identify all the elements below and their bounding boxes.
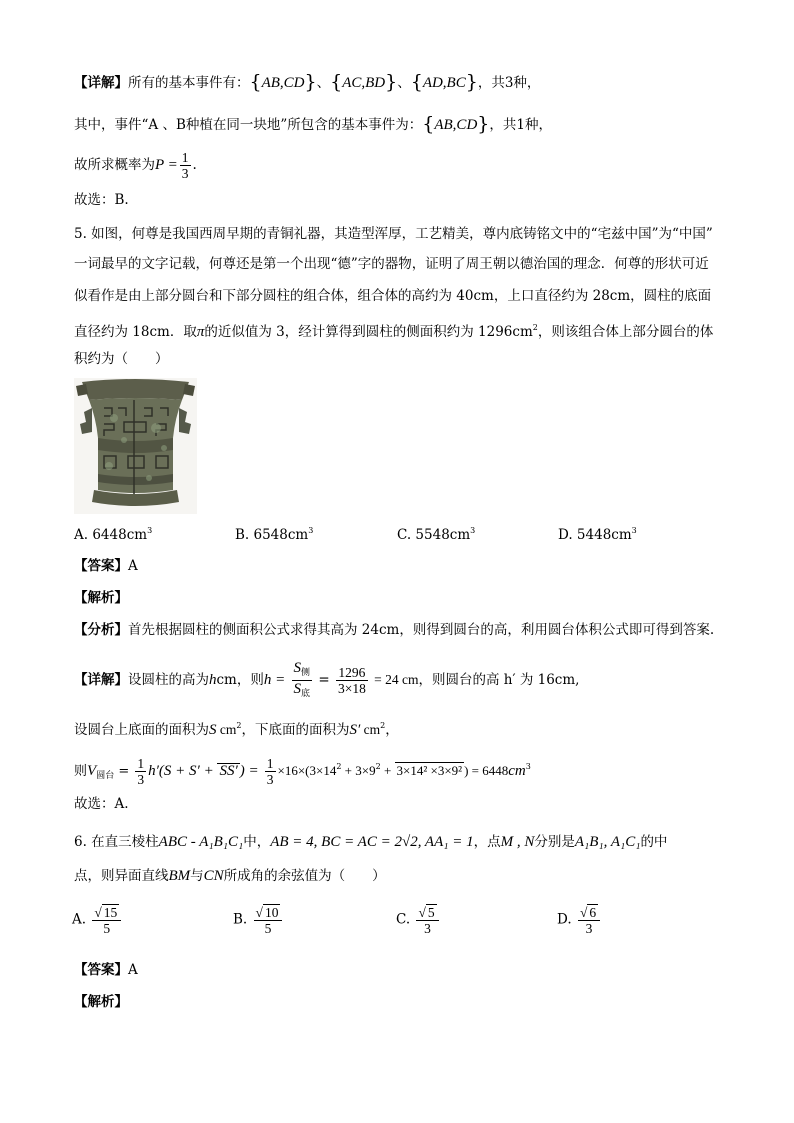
option-label: D. 5448cm [558, 527, 632, 543]
text: 的近似值为 3，经计算得到圆柱的侧面积约为 1296cm [204, 324, 533, 340]
option-fraction: $\frac{√ 15}{5}$ [92, 904, 121, 936]
fraction-1296 [336, 665, 368, 696]
event-ac-bd: AC,BD [342, 75, 386, 91]
fraction-one-third [135, 756, 146, 787]
text: ，下底面的面积为 [241, 722, 350, 738]
fenxi-tag: 【分析】 [74, 622, 128, 638]
option-letter: C. [396, 911, 411, 928]
fraction-one-third [265, 756, 276, 787]
q5-option-a[interactable] [74, 526, 152, 543]
unit: cm [508, 763, 526, 779]
option-fraction: $\frac{√ 6}{3}$ [578, 904, 600, 936]
text: ，共1种， [489, 117, 552, 133]
detail-tag: 【详解】 [74, 75, 128, 91]
text: ，点 [473, 834, 501, 850]
pi-symbol: π [196, 324, 205, 340]
option-letter: B. [233, 911, 248, 928]
sep: 、 [316, 75, 331, 91]
sqrt: SS′ [219, 763, 238, 779]
text: 则 [74, 764, 88, 779]
text: 设圆柱的高为 [128, 672, 209, 688]
numerator: 1 [137, 756, 145, 771]
text: cm，则 [216, 672, 264, 688]
h-symbol: h = [263, 672, 286, 688]
analysis-tag: 【解析】 [74, 590, 128, 606]
text: ，则圆台的高 h′ 为 16cm, [418, 672, 580, 688]
q5-stem-line-3: 似看作是由上部分圆台和下部分圆柱的组合体，组合体的高约为 40cm，上口直径约为 28cm，圆柱的底面 [74, 288, 712, 304]
q5-answer [74, 556, 138, 576]
option-label: B. 6548cm [235, 527, 309, 543]
text: . [192, 157, 197, 173]
conditions: AB = 4, BC = AC = 2√2, AA₁ = 1 [270, 834, 474, 850]
sub: 侧 [301, 667, 311, 677]
q5-detail-line [74, 660, 579, 701]
expr: ) = [239, 763, 259, 779]
q5-stem-line-5: 积约为（ ） [74, 351, 169, 367]
text: 其中，事件“A 、B种植在同一块地”所包含的基本事件为： [74, 117, 423, 133]
detail-tag: 【详解】 [74, 672, 128, 688]
equals: = [118, 764, 130, 779]
sup: 2 [380, 721, 386, 730]
q5-option-c[interactable] [397, 526, 475, 543]
sqrt: 3×14² ×3×9² [396, 763, 463, 778]
unit: cm [216, 722, 237, 737]
q6-answer [74, 960, 138, 980]
q5-area-line [74, 716, 399, 740]
text: 首先根据圆柱的侧面积公式求得其高为 24cm，则得到圆台的高，利用圆台体积公式即可得到答案. [128, 622, 715, 638]
event-ad-bc: AD,BC [422, 75, 466, 91]
q4-event-line: 其中，事件“A 、B种植在同一块地”所包含的基本事件为：{AB,CD}，共1种， [74, 113, 552, 135]
text: 6. 在直三棱柱 [74, 834, 159, 850]
h-symbol: h [209, 672, 217, 688]
q5-stem-line-1: 5. 如图，何尊是我国西周早期的青铜礼器，其造型浑厚，工艺精美，尊内底铸铭文中的“宅兹中国”为“中国” [74, 226, 713, 242]
q6-stem-line-2 [74, 866, 386, 886]
q5-volume-formula: 则$V_{圆台}$ = $\frac{1}{3}$ h′(S + S′ + SS′ ) = $\frac{1}{3}$ $\times 16\times(3\times 14^2 + 3\times 9^2 + 3\times 14^2 \times 3\times 9^2$ ) = $6448cm^3$ [74, 756, 531, 787]
superscript: 3 [147, 526, 153, 535]
q5-fenxi [74, 620, 714, 640]
q5-stem-line-2: 一词最早的文字记载，何尊还是第一个出现“德”字的器物，证明了周王朝以德治国的理念．何尊的形状可近 [74, 256, 709, 272]
points: M , N [500, 834, 535, 850]
text: 故所求概率为 [74, 157, 155, 173]
denominator: 3 [424, 921, 431, 936]
denominator: 5 [103, 921, 111, 936]
expr: ×16×(3×14 [277, 763, 337, 778]
q4-choice: 故选：B. [74, 192, 129, 208]
event-ab-cd: AB,CD [261, 75, 305, 91]
text: ，共3种， [477, 75, 541, 91]
option-label: C. 5548cm [397, 527, 471, 543]
denominator: 3 [137, 772, 145, 787]
answer-tag: 【答案】 [74, 558, 128, 574]
denominator: 3 [266, 772, 274, 787]
option-fraction: $\frac{√ 10}{5}$ [254, 904, 283, 936]
denominator: 3 [181, 166, 189, 181]
text: ，则该组合体上部分圆台的体 [537, 324, 714, 340]
s-prime: S′ [349, 722, 361, 738]
q6-option-c[interactable] [396, 904, 441, 936]
q5-stem-line-4 [74, 318, 713, 342]
option-letter: A. [72, 911, 87, 928]
q6-analysis [74, 992, 128, 1012]
segments: A₁B₁, A₁C₁ [574, 834, 641, 850]
event-ab-cd: AB,CD [434, 117, 478, 133]
numerator: 1296 [336, 665, 368, 681]
s: S [293, 681, 302, 697]
q6-option-b[interactable] [233, 904, 284, 936]
q5-analysis [74, 588, 128, 608]
expr: ) = 6448 [464, 763, 509, 778]
answer-value: A [128, 558, 138, 574]
q6-stem-line-1 [74, 832, 667, 852]
p-symbol: P = [155, 157, 178, 173]
sup: 2 [236, 721, 242, 730]
text: 与 [190, 868, 204, 884]
fraction-s-side-over-s-base [292, 660, 313, 701]
equals: = [318, 672, 330, 688]
radicand: 10 [264, 905, 279, 920]
q5-choice: 故选：A. [74, 796, 129, 812]
sep: 、 [397, 75, 411, 91]
text: 所成角的余弦值为（ ） [223, 868, 386, 884]
text: 所有的基本事件有： [128, 75, 250, 91]
text: 点，则异面直线 [74, 868, 169, 884]
text: 设圆台上底面的面积为 [74, 722, 209, 738]
superscript: 2 [532, 323, 538, 332]
text: ， [385, 722, 399, 738]
superscript: 3 [308, 526, 314, 535]
radicand: 6 [589, 905, 597, 920]
line-bm: BM [168, 868, 191, 884]
expr: + [380, 763, 395, 778]
q6-option-d[interactable] [557, 904, 602, 936]
q5-option-d[interactable] [558, 526, 637, 543]
unit: cm [360, 722, 381, 737]
bronze-zun-vessel-image [74, 378, 197, 514]
q4-probability-line [74, 150, 197, 181]
superscript: 3 [470, 526, 476, 535]
text: 直径约为 18cm．取 [74, 324, 197, 340]
v: V [87, 763, 97, 779]
text: 的中 [640, 834, 668, 850]
radicand: 15 [103, 905, 118, 920]
text: 分别是 [534, 834, 575, 850]
option-fraction: $\frac{√ 5}{3}$ [416, 904, 438, 936]
line-cn: CN [203, 868, 224, 884]
expr: h′(S + S′ + [148, 763, 218, 779]
text: 中， [243, 834, 271, 850]
answer-value: A [128, 962, 138, 978]
denominator: 3 [585, 921, 593, 936]
numerator: 1 [181, 150, 189, 165]
q5-option-b[interactable] [235, 526, 313, 543]
s: S [209, 722, 217, 738]
superscript: 3 [631, 526, 637, 535]
numerator: 1 [266, 756, 274, 771]
prism: ABC - A₁B₁C₁ [158, 834, 244, 850]
denominator: 3×18 [337, 681, 366, 696]
sup: 3 [525, 762, 531, 771]
q4-detail-line: 【详解】所有的基本事件有：{AB,CD}、{AC,BD}、{AD,BC}，共3种， [74, 71, 541, 93]
sub: 底 [301, 688, 311, 698]
result: = 24 cm [374, 672, 419, 687]
answer-tag: 【答案】 [74, 962, 128, 978]
option-letter: D. [557, 911, 572, 928]
analysis-tag: 【解析】 [74, 994, 128, 1010]
s: S [293, 660, 302, 676]
sub: 圆台 [96, 771, 115, 781]
q6-option-a[interactable] [72, 904, 123, 936]
radicand: 5 [427, 905, 435, 920]
fraction-one-third [180, 150, 191, 181]
denominator: 5 [264, 921, 272, 936]
option-label: A. 6448cm [74, 527, 148, 543]
expr: + 3×9 [341, 763, 376, 778]
